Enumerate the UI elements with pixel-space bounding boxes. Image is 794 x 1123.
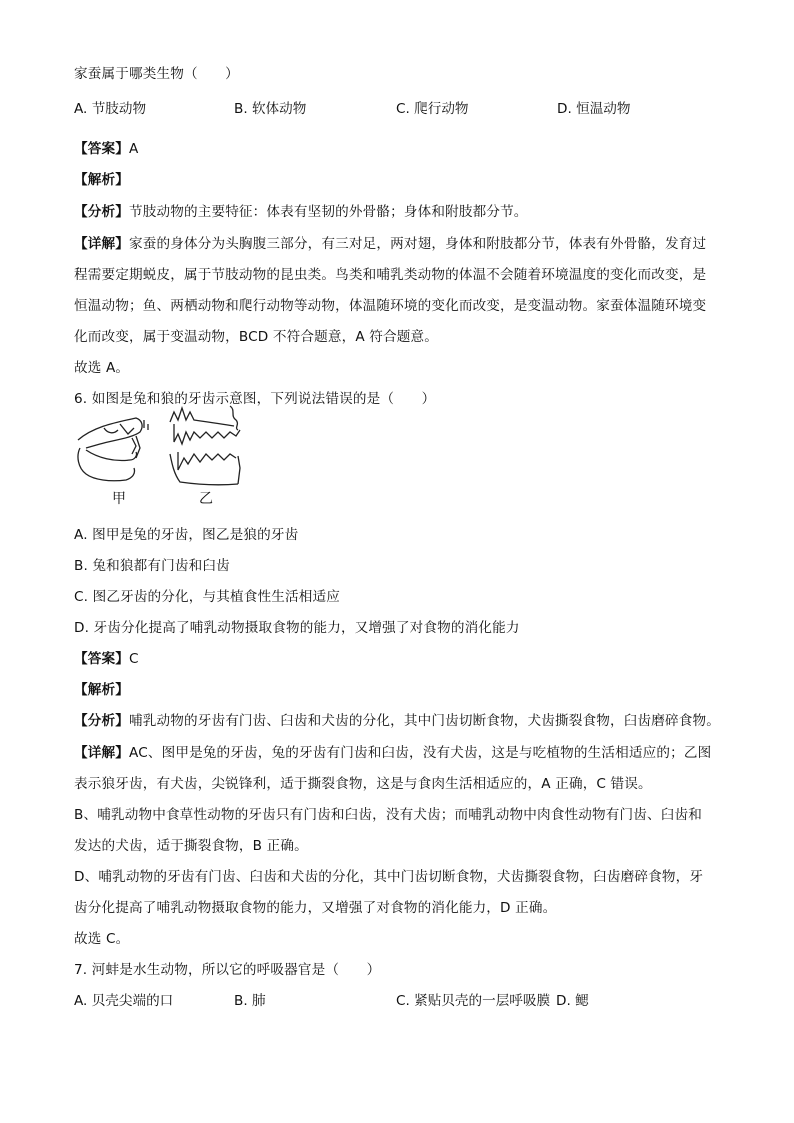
teeth-sketch xyxy=(74,398,249,513)
rabbit-skull-drawing xyxy=(78,418,148,481)
figure-label-jia: 甲 xyxy=(112,491,126,507)
xiangjie-tag: 【详解】 xyxy=(74,236,129,252)
q5-fenxi xyxy=(74,202,528,222)
fenxi-text: 哺乳动物的牙齿有门齿、臼齿和犬齿的分化，其中门齿切断食物，犬齿撕裂食物，臼齿磨碎食物。 xyxy=(128,713,720,729)
q6-xiangjie-line: 发达的犬齿，适于撕裂食物，B 正确。 xyxy=(74,838,308,854)
teeth-figure xyxy=(74,398,249,513)
q5-option-a: A. 节肢动物 xyxy=(74,101,147,117)
answer-value: C xyxy=(128,651,139,667)
q6-analysis-label: 【解析】 xyxy=(74,682,129,698)
q5-conclusion: 故选 A。 xyxy=(74,360,130,376)
q7-option-c: C. 紧贴贝壳的一层呼吸膜 xyxy=(396,993,551,1009)
figure-label-yi: 乙 xyxy=(199,491,213,507)
q5-xiangjie-line: 恒温动物；鱼、两栖动物和爬行动物等动物，体温随环境的变化而改变，是变温动物。家蚕体温随环境变 xyxy=(74,298,707,314)
answer-value: A xyxy=(128,141,139,157)
q6-xiangjie-line xyxy=(74,743,711,763)
q5-analysis-label: 【解析】 xyxy=(74,172,129,188)
xiangjie-text: AC、图甲是兔的牙齿，兔的牙齿有门齿和臼齿，没有犬齿，这是与吃植物的生活相适应的；乙图 xyxy=(128,745,712,761)
q5-option-c: C. 爬行动物 xyxy=(396,101,469,117)
q7-option-d: D. 鳃 xyxy=(556,993,589,1009)
q6-stem: 6. 如图是兔和狼的牙齿示意图，下列说法错误的是（ ） xyxy=(74,391,436,407)
q7-stem: 7. 河蚌是水生动物，所以它的呼吸器官是（ ） xyxy=(74,962,381,978)
q6-answer xyxy=(74,649,139,669)
q6-option-d: D. 牙齿分化提高了哺乳动物摄取食物的能力，又增强了对食物的消化能力 xyxy=(74,620,520,636)
xiangjie-tag: 【详解】 xyxy=(74,745,129,761)
q7-option-b: B. 肺 xyxy=(234,993,266,1009)
q5-option-d: D. 恒温动物 xyxy=(557,101,631,117)
q6-option-c: C. 图乙牙齿的分化，与其植食性生活相适应 xyxy=(74,589,340,605)
answer-tag: 【答案】 xyxy=(74,651,129,667)
q6-option-a: A. 图甲是兔的牙齿，图乙是狼的牙齿 xyxy=(74,527,299,543)
q6-xiangjie-line: 表示狼牙齿，有犬齿，尖锐锋利，适于撕裂食物，这是与食肉生活相适应的，A 正确，C 错误。 xyxy=(74,776,652,792)
fenxi-tag: 【分析】 xyxy=(74,713,129,729)
q6-option-b: B. 兔和狼都有门齿和臼齿 xyxy=(74,558,230,574)
q6-xiangjie-line: 齿分化提高了哺乳动物摄取食物的能力，又增强了对食物的消化能力，D 正确。 xyxy=(74,900,557,916)
q5-xiangjie-line xyxy=(74,234,706,254)
q5-stem: 家蚕属于哪类生物（ ） xyxy=(74,66,239,82)
q5-xiangjie-line: 程需要定期蜕皮，属于节肢动物的昆虫类。鸟类和哺乳类动物的体温不会随着环境温度的变化而改变，是 xyxy=(74,267,707,283)
wolf-skull-drawing xyxy=(170,406,240,485)
q6-conclusion: 故选 C。 xyxy=(74,931,130,947)
q5-xiangjie-line: 化而改变，属于变温动物，BCD 不符合题意，A 符合题意。 xyxy=(74,329,438,345)
q6-xiangjie-line: B、哺乳动物中食草性动物的牙齿只有门齿和臼齿，没有犬齿；而哺乳动物中肉食性动物有门齿、臼齿和 xyxy=(74,807,702,823)
fenxi-tag: 【分析】 xyxy=(74,204,129,220)
q5-option-b: B. 软体动物 xyxy=(234,101,307,117)
q6-fenxi xyxy=(74,711,720,731)
q6-xiangjie-line: D、哺乳动物的牙齿有门齿、臼齿和犬齿的分化，其中门齿切断食物，犬齿撕裂食物，臼齿磨碎食物，牙 xyxy=(74,869,704,885)
q5-answer xyxy=(74,139,138,159)
xiangjie-text: 家蚕的身体分为头胸腹三部分，有三对足，两对翅，身体和附肢都分节，体表有外骨骼，发育过 xyxy=(128,236,707,252)
fenxi-text: 节肢动物的主要特征：体表有坚韧的外骨骼；身体和附肢都分节。 xyxy=(128,204,528,220)
answer-tag: 【答案】 xyxy=(74,141,129,157)
q7-option-a: A. 贝壳尖端的口 xyxy=(74,993,174,1009)
